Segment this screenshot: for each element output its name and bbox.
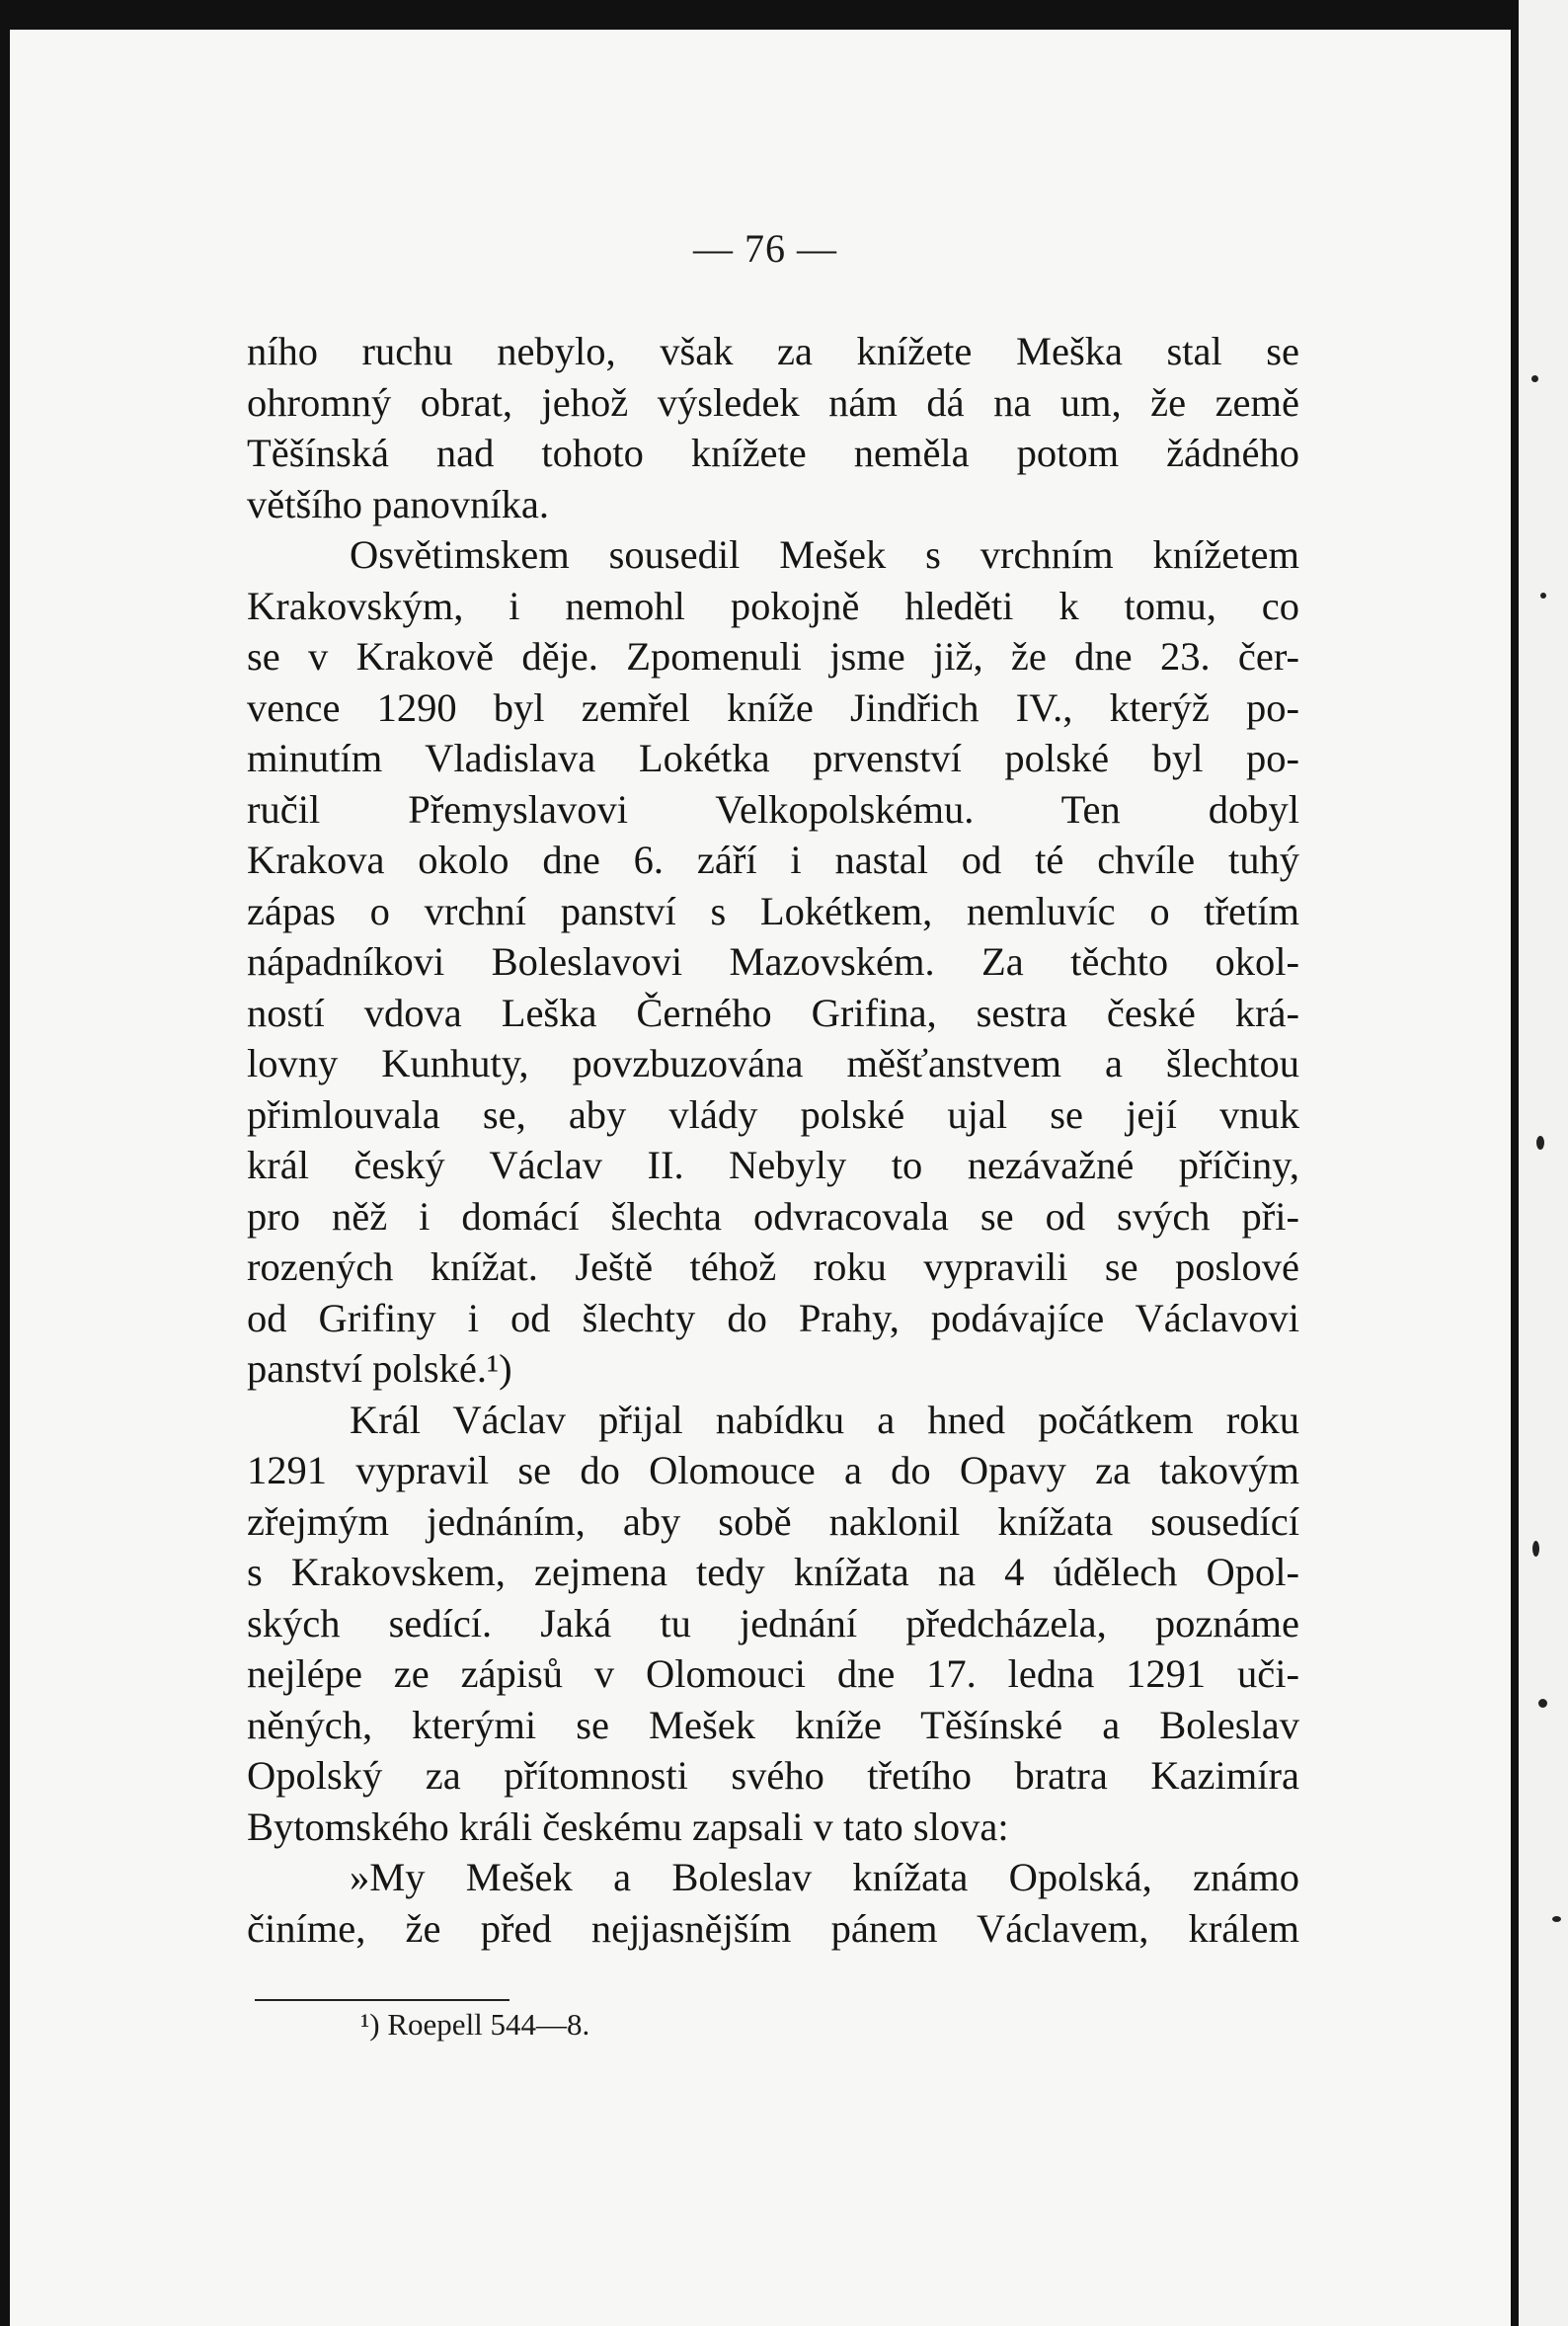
text-line: zřejmým jednáním, aby sobě naklonil knížata sousedící [247,1498,1299,1544]
text-line: ností vdova Leška Černého Grifina, sestra české krá- [247,990,1299,1035]
text-line: většího panovníka. [247,481,549,526]
footnote-rule [255,1999,510,2001]
scan-speck [1552,1916,1561,1922]
text-line: nápadníkovi Boleslavovi Mazovském. Za těchto okol- [247,939,1299,984]
text-line: »My Mešek a Boleslav knížata Opolská, známo [350,1855,1299,1899]
text-line: ního ruchu nebylo, však za knížete Meška stal se [247,329,1299,373]
text-line: vence 1290 byl zemřel kníže Jindřich IV., kterýž po- [247,684,1299,730]
adjacent-page-edge [1519,0,1568,2326]
text-line: 1291 vypravil se do Olomouce a do Opavy za takovým [247,1448,1299,1492]
text-line: Král Václav přijal nabídku a hned počátkem roku [350,1397,1299,1442]
scan-speck [1540,593,1546,599]
text-line: minutím Vladislava Lokétka prvenství polské byl po- [247,736,1299,780]
text-line: Opolský za přítomnosti svého třetího bratra Kazimíra [247,1753,1299,1798]
text-line: Bytomského králi českému zapsali v tato slova: [247,1804,1009,1849]
text-line: nejlépe ze zápisů v Olomouci dne 17. ledna 1291 uči- [247,1651,1299,1696]
text-line: panství polské.¹) [247,1346,512,1391]
text-line: něných, kterými se Mešek kníže Těšínské a Boleslav [247,1702,1299,1747]
text-line: Těšínská nad tohoto knížete neměla potom žádného [247,431,1299,475]
scan-speck [1531,375,1538,382]
text-line: činíme, že před nejjasnějším pánem Václavem, králem [247,1905,1299,1951]
text-line: rozených knížat. Ještě téhož roku vypravili se poslové [247,1244,1299,1289]
text-line: ručil Přemyslavovi Velkopolskému. Ten dobyl [247,786,1299,832]
text-line: Osvětimskem sousedil Mešek s vrchním knížetem [350,532,1299,577]
footnote: ¹) Roepell 544—8. [360,2007,590,2042]
text-line: Krakova okolo dne 6. září i nastal od té chvíle tuhý [247,838,1299,882]
text-line: od Grifiny i od šlechty do Prahy, podávajíce Václavovi [247,1295,1299,1340]
text-line: s Krakovskem, zejmena tedy knížata na 4 údělech Opol- [247,1550,1299,1594]
text-line: ohromný obrat, jehož výsledek nám dá na um, že země [247,379,1299,425]
text-line: ských sedící. Jaká tu jednání předcházela, poznáme [247,1600,1299,1645]
text-line: přimlouvala se, aby vlády polské ujal se její vnuk [247,1091,1299,1137]
text-line: král český Václav II. Nebyly to nezávažné příčiny, [247,1143,1299,1187]
page-number: — 76 — [693,226,837,271]
text-line: lovny Kunhuty, povzbuzována měšťanstvem a šlechtou [247,1041,1299,1085]
text-line: Krakovským, i nemohl pokojně hleděti k tomu, co [247,583,1299,628]
scan-speck [1538,1699,1547,1708]
scan-speck [1532,1541,1539,1557]
text-line: pro něž i domácí šlechta odvracovala se od svých při- [247,1193,1299,1239]
text-line: zápas o vrchní panství s Lokétkem, nemluvíc o třetím [247,888,1299,933]
body-text [247,326,1299,1954]
scan-speck [1536,1136,1544,1150]
text-line: se v Krakově děje. Zpomenuli jsme již, že dne 23. čer- [247,634,1299,679]
